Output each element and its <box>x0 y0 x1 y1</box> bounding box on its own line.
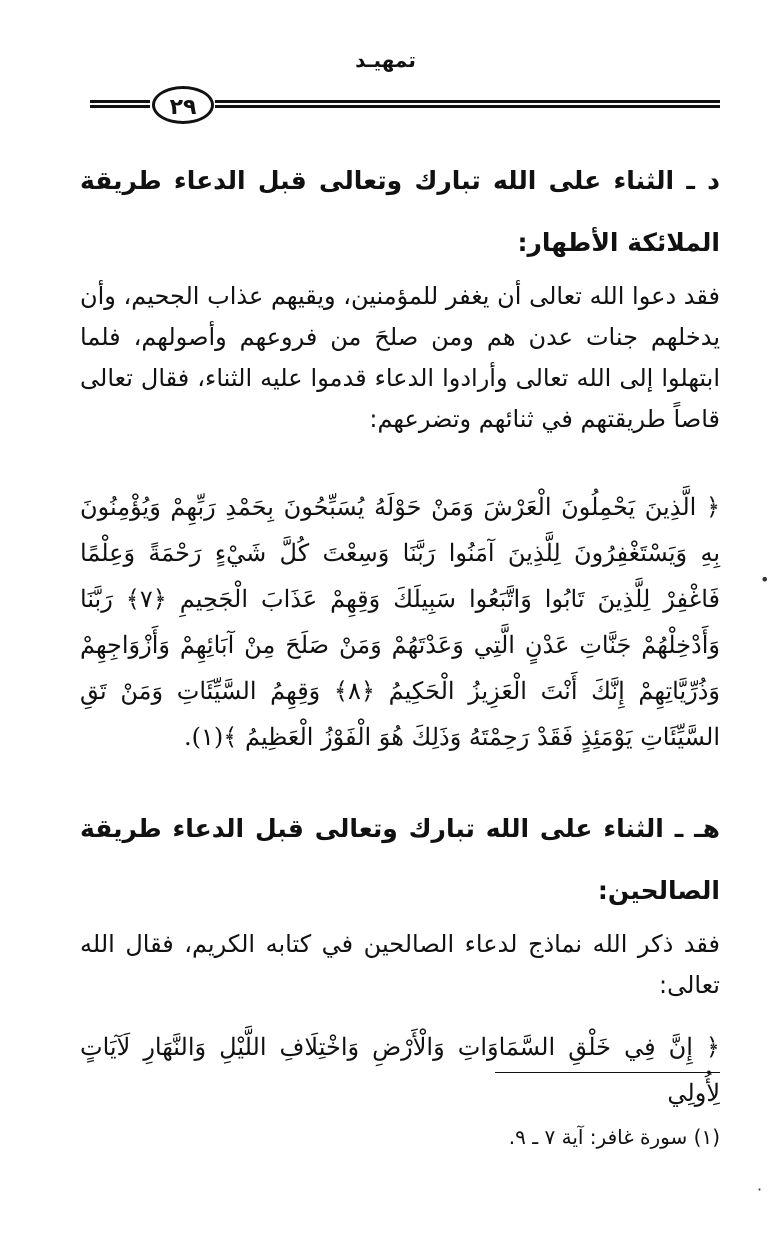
section-heading-d: د ـ الثناء على الله تبارك وتعالى قبل الدعاء طريقة الملائكة الأطهار: <box>80 166 720 257</box>
footnote: (١) سورة غافر: آية ٧ ـ ٩. <box>508 1125 720 1149</box>
page-number: ٢٩ <box>152 86 214 124</box>
running-header-title: تمهيـد <box>355 48 416 72</box>
header-rule-left <box>90 100 150 108</box>
quran-verse-ghafir: ﴿ الَّذِينَ يَحْمِلُونَ الْعَرْشَ وَمَنْ حَوْلَهُ يُسَبِّحُونَ بِحَمْدِ رَبِّهِمْ وَيُؤْمِنُونَ بِهِ وَيَسْتَغْفِرُونَ لِلَّذِينَ آمَنُوا رَبَّنَا وَسِعْتَ كُلَّ شَيْءٍ رَحْمَةً وَعِلْمًا فَاغْفِرْ لِلَّذِينَ تَابُوا وَاتَّبَعُوا سَبِيلَكَ وَقِهِمْ عَذَابَ الْجَحِيمِ ﴿٧﴾ رَبَّنَا وَأَدْخِلْهُمْ جَنَّاتِ عَدْنٍ الَّتِي وَعَدْتَهُمْ وَمَنْ صَلَحَ مِنْ آبَائِهِمْ وَأَزْوَاجِهِمْ وَذُرِّيَّاتِهِمْ إِنَّكَ أَنْتَ الْعَزِيزُ الْحَكِيمُ ﴿٨﴾ وَقِهِمُ السَّيِّئَاتِ وَمَنْ تَقِ السَّيِّئَاتِ يَوْمَئِذٍ فَقَدْ رَحِمْتَهُ وَذَلِكَ هُوَ الْفَوْزُ الْعَظِيمُ ﴾(١). <box>80 493 721 751</box>
section-heading-h: هـ ـ الثناء على الله تبارك وتعالى قبل الدعاء طريقة الصالحين: <box>80 814 720 905</box>
quran-verse-al-imran: ﴿ إِنَّ فِي خَلْقِ السَّمَاوَاتِ وَالْأَرْضِ وَاخْتِلَافِ اللَّيْلِ وَالنَّهَارِ لَآيَاتٍ لِأُولِي <box>80 1033 720 1107</box>
paragraph-d: فقد دعوا الله تعالى أن يغفر للمؤمنين، ويقيهم عذاب الجحيم، وأن يدخلهم جنات عدن هم ومن صلحَ من فروعهم وأصولهم، فلما ابتهلوا إلى الله تعالى وأرادوا الدعاء قدموا عليه الثناء، فقال تعالى قاصاً طريقتهم في ثنائهم وتضرعهم: <box>80 282 720 433</box>
paragraph-h: فقد ذكر الله نماذج لدعاء الصالحين في كتابه الكريم، فقال الله تعالى: <box>80 930 720 999</box>
footnote-divider <box>495 1072 720 1073</box>
margin-mark: · <box>757 1180 763 1199</box>
margin-mark: • <box>760 570 770 589</box>
header-rule-right <box>215 100 720 108</box>
